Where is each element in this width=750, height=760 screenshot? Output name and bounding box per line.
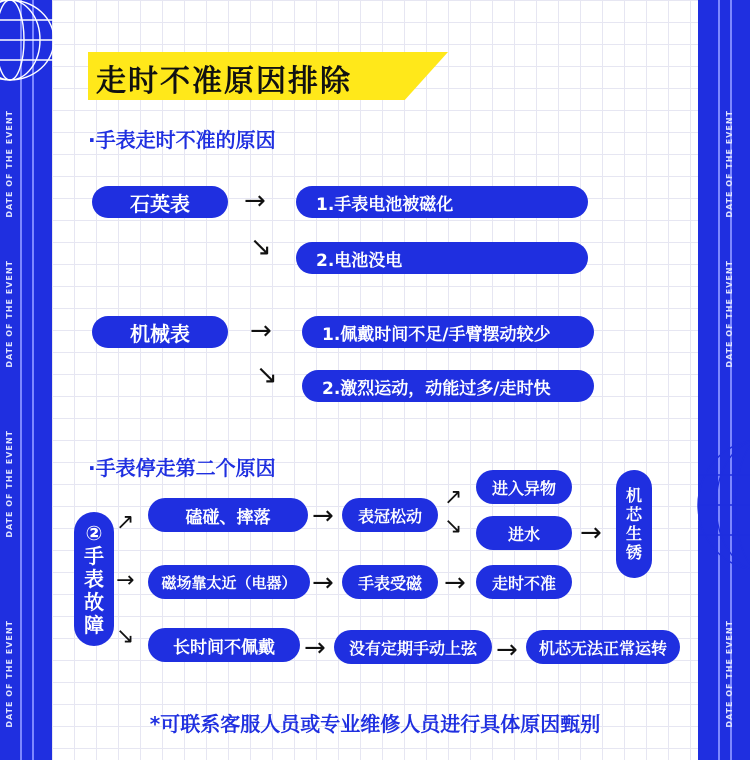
mechanical-reason-1: 1.佩戴时间不足/手臂摆动较少 bbox=[302, 316, 594, 348]
arrow-right-icon: → bbox=[496, 635, 518, 665]
result-inaccurate-time: 走时不准 bbox=[476, 565, 572, 599]
mechanical-watch-label: 机械表 bbox=[92, 316, 228, 348]
arrow-up-right-icon: ↗ bbox=[116, 510, 135, 535]
effect-magnetized: 手表受磁 bbox=[342, 565, 438, 599]
page-title: 走时不准原因排除 bbox=[96, 64, 352, 99]
section-heading-1: ·手表走时不准的原因 bbox=[88, 128, 276, 152]
left-side-bar bbox=[0, 0, 52, 760]
side-text: DATE OF THE EVENT bbox=[5, 260, 14, 368]
page-title-banner bbox=[88, 52, 448, 100]
side-text: DATE OF THE EVENT bbox=[5, 430, 14, 538]
arrow-right-icon: → bbox=[116, 568, 135, 593]
cause-impact: 磕碰、摔落 bbox=[148, 498, 308, 532]
side-text: DATE OF THE EVENT bbox=[5, 110, 14, 218]
side-text: DATE OF THE EVENT bbox=[725, 620, 734, 728]
result-water: 进水 bbox=[476, 516, 572, 550]
wireframe-globe-icon bbox=[0, 0, 70, 90]
side-stripe bbox=[718, 0, 720, 760]
arrow-right-icon: → bbox=[312, 568, 334, 598]
arrow-right-icon: → bbox=[312, 501, 334, 531]
right-side-bar bbox=[698, 0, 750, 760]
arrow-diagonal-icon: ↘ bbox=[256, 360, 278, 390]
side-text: DATE OF THE EVENT bbox=[725, 260, 734, 368]
cause-not-worn: 长时间不佩戴 bbox=[148, 628, 300, 662]
quartz-reason-2: 2.电池没电 bbox=[296, 242, 588, 274]
cause-magnetic-field: 磁场靠太近（电器） bbox=[148, 565, 310, 599]
effect-no-winding: 没有定期手动上弦 bbox=[334, 630, 492, 664]
arrow-right-icon: → bbox=[580, 518, 602, 548]
arrow-up-right-icon: ↗ bbox=[444, 485, 463, 510]
watch-fault-root: ② 手 表 故 障 bbox=[74, 512, 114, 646]
footer-note: *可联系客服人员或专业维修人员进行具体原因甄别 bbox=[149, 712, 601, 736]
side-text: DATE OF THE EVENT bbox=[5, 620, 14, 728]
quartz-reason-1: 1.手表电池被磁化 bbox=[296, 186, 588, 218]
arrow-right-icon: → bbox=[304, 633, 326, 663]
wireframe-globe-icon bbox=[690, 430, 750, 580]
mechanical-reason-2: 2.激烈运动，动能过多/走时快 bbox=[302, 370, 594, 402]
side-text: DATE OF THE EVENT bbox=[725, 110, 734, 218]
arrow-right-icon: → bbox=[250, 316, 272, 346]
final-movement-rust: 机 芯 生 锈 bbox=[616, 470, 652, 578]
arrow-down-right-icon: ↘ bbox=[116, 624, 135, 649]
effect-crown-loose: 表冠松动 bbox=[342, 498, 438, 532]
result-movement-fail: 机芯无法正常运转 bbox=[526, 630, 680, 664]
arrow-diagonal-icon: ↘ bbox=[250, 232, 272, 262]
arrow-right-icon: → bbox=[244, 186, 266, 216]
section-heading-2: ·手表停走第二个原因 bbox=[88, 456, 276, 480]
side-stripe bbox=[32, 0, 34, 760]
quartz-watch-label: 石英表 bbox=[92, 186, 228, 218]
arrow-right-icon: → bbox=[444, 568, 466, 598]
arrow-down-right-icon: ↘ bbox=[444, 514, 463, 539]
result-foreign-matter: 进入异物 bbox=[476, 470, 572, 504]
